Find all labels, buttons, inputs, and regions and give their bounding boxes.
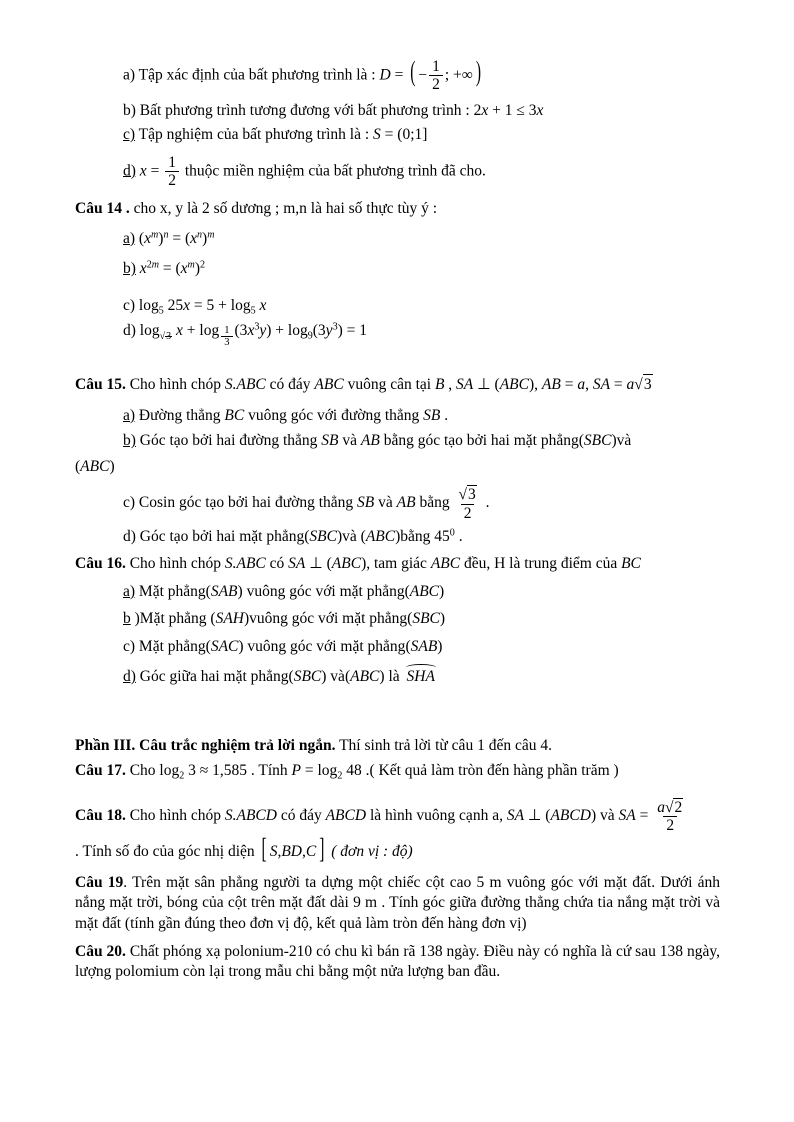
math-italic: ABC bbox=[430, 555, 461, 573]
sqrt-radical: √3 bbox=[159, 330, 172, 342]
underlined-label: a) bbox=[123, 582, 136, 600]
angle-arc-overline: SHA bbox=[404, 663, 438, 687]
subscript: 5 bbox=[158, 305, 164, 317]
bold-text: Câu 17. bbox=[75, 762, 126, 780]
radical-sign: √ bbox=[634, 376, 643, 394]
q16-header: Câu 16. Cho hình chóp S.ABC có SA ⊥ (ABC), tam giác ABC đều, H là trung điểm của BC bbox=[75, 555, 641, 573]
math-italic: BC bbox=[224, 406, 245, 424]
math-italic: SAB bbox=[410, 637, 438, 655]
math-italic: AB bbox=[541, 376, 561, 394]
underlined-label: d) bbox=[123, 668, 136, 686]
sqrt-radical bbox=[458, 485, 476, 503]
bold-text: Phần III. Câu trắc nghiệm trả lời ngắn. bbox=[75, 736, 336, 754]
big-bracket: ] bbox=[319, 833, 325, 866]
math-italic: x bbox=[139, 162, 147, 180]
superscript bbox=[207, 229, 214, 240]
math-italic: m bbox=[150, 229, 159, 241]
math-italic: n bbox=[163, 229, 169, 241]
math-italic: n bbox=[197, 229, 203, 241]
math-italic: ABC bbox=[365, 527, 396, 545]
underlined-label: b) bbox=[123, 432, 136, 450]
math-italic: ABCD bbox=[325, 806, 367, 824]
subscript bbox=[219, 324, 234, 348]
superscript: 3 bbox=[254, 321, 260, 333]
math-italic: SBC bbox=[583, 432, 612, 450]
underlined-label: a) bbox=[123, 406, 136, 424]
fraction bbox=[429, 58, 443, 94]
math-italic: SAH bbox=[215, 610, 244, 628]
math-italic: SB bbox=[357, 494, 375, 512]
q14-header: Câu 14 . cho x, y là 2 số dương ; m,n là hai số thực tùy ý : bbox=[75, 200, 438, 218]
math-italic: x bbox=[259, 296, 267, 314]
math-italic: SA bbox=[618, 806, 636, 824]
math-italic: x bbox=[180, 260, 188, 278]
radical-sign: √ bbox=[458, 486, 467, 504]
fraction-denominator: 2 bbox=[165, 171, 179, 189]
subscript: 9 bbox=[307, 330, 313, 342]
subscript: 2 bbox=[337, 770, 343, 782]
radicand: 2 bbox=[674, 798, 683, 816]
fraction-denominator: 2 bbox=[663, 816, 677, 834]
math-italic: SA bbox=[456, 376, 474, 394]
fraction-numerator bbox=[654, 798, 686, 816]
bold-text: Câu 20. bbox=[75, 943, 126, 961]
q15-item-b-continuation: (ABC) bbox=[75, 457, 115, 475]
math-italic: x bbox=[536, 101, 544, 119]
fraction bbox=[221, 325, 232, 348]
part3-header: Phần III. Câu trắc nghiệm trả lời ngắn. Thí sinh trả lời từ câu 1 đến câu 4. bbox=[75, 736, 552, 754]
q16-item-d: d) Góc giữa hai mặt phẳng(SBC) và(ABC) là SHA bbox=[123, 663, 720, 687]
math-italic: ABC bbox=[80, 457, 110, 475]
underlined-label: b) bbox=[123, 260, 136, 278]
fraction-denominator: 2 bbox=[461, 504, 475, 522]
math-italic: x bbox=[176, 322, 183, 340]
q16-item-a: a) Mặt phẳng(SAB) vuông góc với mặt phẳng(ABC) bbox=[123, 582, 445, 600]
math-italic: y bbox=[325, 322, 333, 340]
q15-item-d: d) Góc tạo bởi hai mặt phẳng(SBC)và (ABC)bằng $45^0$ . bbox=[123, 527, 463, 545]
bold-text: Câu 16. bbox=[75, 555, 126, 573]
sqrt-radical bbox=[665, 798, 683, 816]
bold-text: Câu 18. bbox=[75, 806, 126, 824]
q14-item-d: d) $\log_{√3} x + \log$ $_{\frac{1}{3}}$ $(3x^3y) + \log_9(3y^3) = 1$ bbox=[123, 321, 367, 348]
subscript: 5 bbox=[250, 305, 256, 317]
math-italic: SB bbox=[321, 432, 339, 450]
fraction bbox=[165, 154, 179, 190]
radicand: 3 bbox=[467, 486, 476, 504]
math-italic: a bbox=[657, 798, 665, 816]
q13-item-a: a) Tập xác định của bất phương trình là : D = ( − $\frac{1}{2}$ ; +∞ ) bbox=[123, 56, 482, 94]
q13-item-c: c) Tập nghiệm của bất phương trình là : S = (0;1] bbox=[123, 126, 428, 144]
q14-item-b: b) $x^{2m} = (x^m)^2$ bbox=[123, 259, 206, 278]
fraction-numerator bbox=[455, 485, 479, 503]
math-italic: a bbox=[626, 376, 635, 394]
fraction-denominator: 3 bbox=[221, 336, 232, 348]
fraction-numerator: 1 bbox=[224, 324, 230, 336]
radical-sign: √ bbox=[664, 798, 674, 816]
math-italic: ABC bbox=[499, 376, 529, 394]
q15-header: Câu 15. Cho hình chóp S.ABC có đáy ABC vuông cân tại B , SA ⊥ (ABC), AB = a, SA = a√3 bbox=[75, 374, 720, 395]
subscript: 2 bbox=[179, 770, 185, 782]
fraction-denominator: 2 bbox=[429, 75, 443, 93]
q15-item-a: a) Đường thẳng BC vuông góc với đường thẳng SB . bbox=[123, 406, 449, 424]
math-italic: m bbox=[207, 229, 215, 241]
math-italic: x bbox=[190, 229, 198, 247]
math-italic: ABCD bbox=[550, 806, 591, 824]
q20-paragraph: Câu 20. Chất phóng xạ polonium-210 có chu kì bán rã 138 ngày. Điều này có nghĩa là cứ sau 138 ngày, lượng polomium còn lại trong mẫu chi bằng một nửa lượng ban đầu. bbox=[75, 943, 720, 981]
fraction-numerator: 1 bbox=[432, 58, 440, 75]
q19-paragraph: Câu 19. Trên mặt sân phẳng người ta dựng một chiếc cột cao 5 m vuông góc với mặt đất. Dưới ánh nắng mặt trời, bóng của cột trên mặt đất dài 9 m . Tính góc giữa đường thẳng chứa tia nắng mặt trời và mặt đất (tính gần đúng theo đơn vị độ, kết quả làm tròn đến hàng đơn vị) bbox=[75, 873, 720, 932]
q17-line: Câu 17. Cho $\log_2 3 \approx 1,585$ . Tính $P = \log_2 48$ .( Kết quả làm tròn đến hàng phần trăm ) bbox=[75, 762, 619, 782]
superscript: 2 bbox=[200, 259, 206, 271]
math-italic: P bbox=[291, 762, 301, 780]
q13-item-d: d) x = $\frac{1}{2}$ thuộc miền nghiệm của bất phương trình đã cho. bbox=[123, 153, 486, 189]
big-bracket: ) bbox=[475, 56, 482, 89]
math-italic: x bbox=[247, 322, 255, 340]
math-italic: m bbox=[151, 259, 159, 271]
math-italic: SA bbox=[288, 555, 306, 573]
math-italic: S bbox=[373, 126, 381, 144]
math-italic: D bbox=[379, 66, 391, 84]
q13-item-b: b) Bất phương trình tương đương với bất phương trình : 2x + 1 ≤ 3x bbox=[123, 101, 544, 119]
math-italic: ABC bbox=[350, 668, 380, 686]
underlined-label: d) bbox=[123, 162, 136, 180]
fraction-numerator: 1 bbox=[168, 153, 176, 171]
bold-text: Câu 14 . bbox=[75, 200, 130, 218]
math-italic: ABC bbox=[409, 582, 440, 600]
math-italic: y bbox=[259, 322, 267, 340]
math-italic: x bbox=[183, 296, 191, 314]
fraction bbox=[654, 798, 686, 835]
q16-item-b: b )Mặt phẳng (SAH)vuông góc với mặt phẳng(SBC) bbox=[123, 610, 446, 628]
math-italic: ( đơn vị : độ) bbox=[331, 843, 413, 861]
math-italic: SBC bbox=[293, 668, 322, 686]
math-italic: S.ABC bbox=[224, 376, 266, 394]
math-italic: BC bbox=[621, 555, 641, 573]
math-italic: SAC bbox=[210, 637, 239, 655]
math-italic: S.ABCD bbox=[224, 806, 277, 824]
sqrt-radical bbox=[634, 374, 652, 395]
superscript: 0 bbox=[449, 527, 455, 539]
radicand: 3 bbox=[643, 374, 653, 395]
q14-item-c: c) $\log_5 25x = 5 + \log_5 x$ bbox=[123, 296, 267, 317]
q14-item-a: a) $(x^m)^n = (x^n)^m$ bbox=[123, 229, 215, 247]
superscript bbox=[188, 260, 195, 271]
big-bracket: [ bbox=[261, 833, 267, 866]
underlined-label: c) bbox=[123, 126, 136, 144]
math-italic: m bbox=[187, 259, 195, 271]
math-italic: ABC bbox=[331, 555, 362, 573]
q15-item-c: c) Cosin góc tạo bởi hai đường thẳng SB và AB bằng $\frac{√3}{2}$ . bbox=[123, 486, 490, 522]
math-italic: SBC bbox=[412, 610, 440, 628]
big-bracket: ( bbox=[410, 56, 416, 89]
math-italic: ABC bbox=[314, 376, 344, 394]
math-italic: B bbox=[434, 376, 445, 394]
underlined-label: b bbox=[123, 610, 131, 628]
math-italic: S.ABC bbox=[224, 555, 266, 573]
math-italic: x bbox=[139, 260, 147, 278]
bold-text: Câu 19 bbox=[75, 873, 124, 891]
q18-line1: Câu 18. Cho hình chóp S.ABCD có đáy ABCD là hình vuông cạnh a, SA ⊥ (ABCD) và SA = $\frac{a√2}{2}$ bbox=[75, 798, 720, 835]
math-italic: x bbox=[481, 101, 489, 119]
bold-text: Câu 15. bbox=[75, 376, 126, 394]
superscript: 2m bbox=[146, 259, 159, 271]
math-italic: AB bbox=[360, 432, 380, 450]
math-italic: SBC bbox=[309, 527, 337, 545]
math-italic: AB bbox=[396, 494, 416, 512]
math-italic: x bbox=[144, 229, 151, 247]
q15-item-b: b) Góc tạo bởi hai đường thẳng SB và AB bằng góc tạo bởi hai mặt phẳng(SBC)và bbox=[123, 432, 632, 450]
math-italic: SA bbox=[506, 806, 525, 824]
underlined-label: a) bbox=[123, 229, 136, 247]
subscript bbox=[160, 331, 173, 342]
math-italic: a bbox=[577, 376, 586, 394]
q18-line2: . Tính số đo của góc nhị diện [ S,BD,C ] ( đơn vị : độ) bbox=[75, 842, 720, 862]
math-italic: SA bbox=[592, 376, 611, 394]
fraction bbox=[455, 485, 479, 522]
radicand: 3 bbox=[166, 330, 172, 342]
math-italic: S,BD,C bbox=[269, 843, 317, 861]
q16-item-c: c) Mặt phẳng(SAC) vuông góc với mặt phẳng(SAB) bbox=[123, 637, 443, 655]
superscript: 3 bbox=[332, 321, 338, 333]
math-italic: SAB bbox=[210, 582, 238, 600]
math-italic: SB bbox=[423, 406, 441, 424]
